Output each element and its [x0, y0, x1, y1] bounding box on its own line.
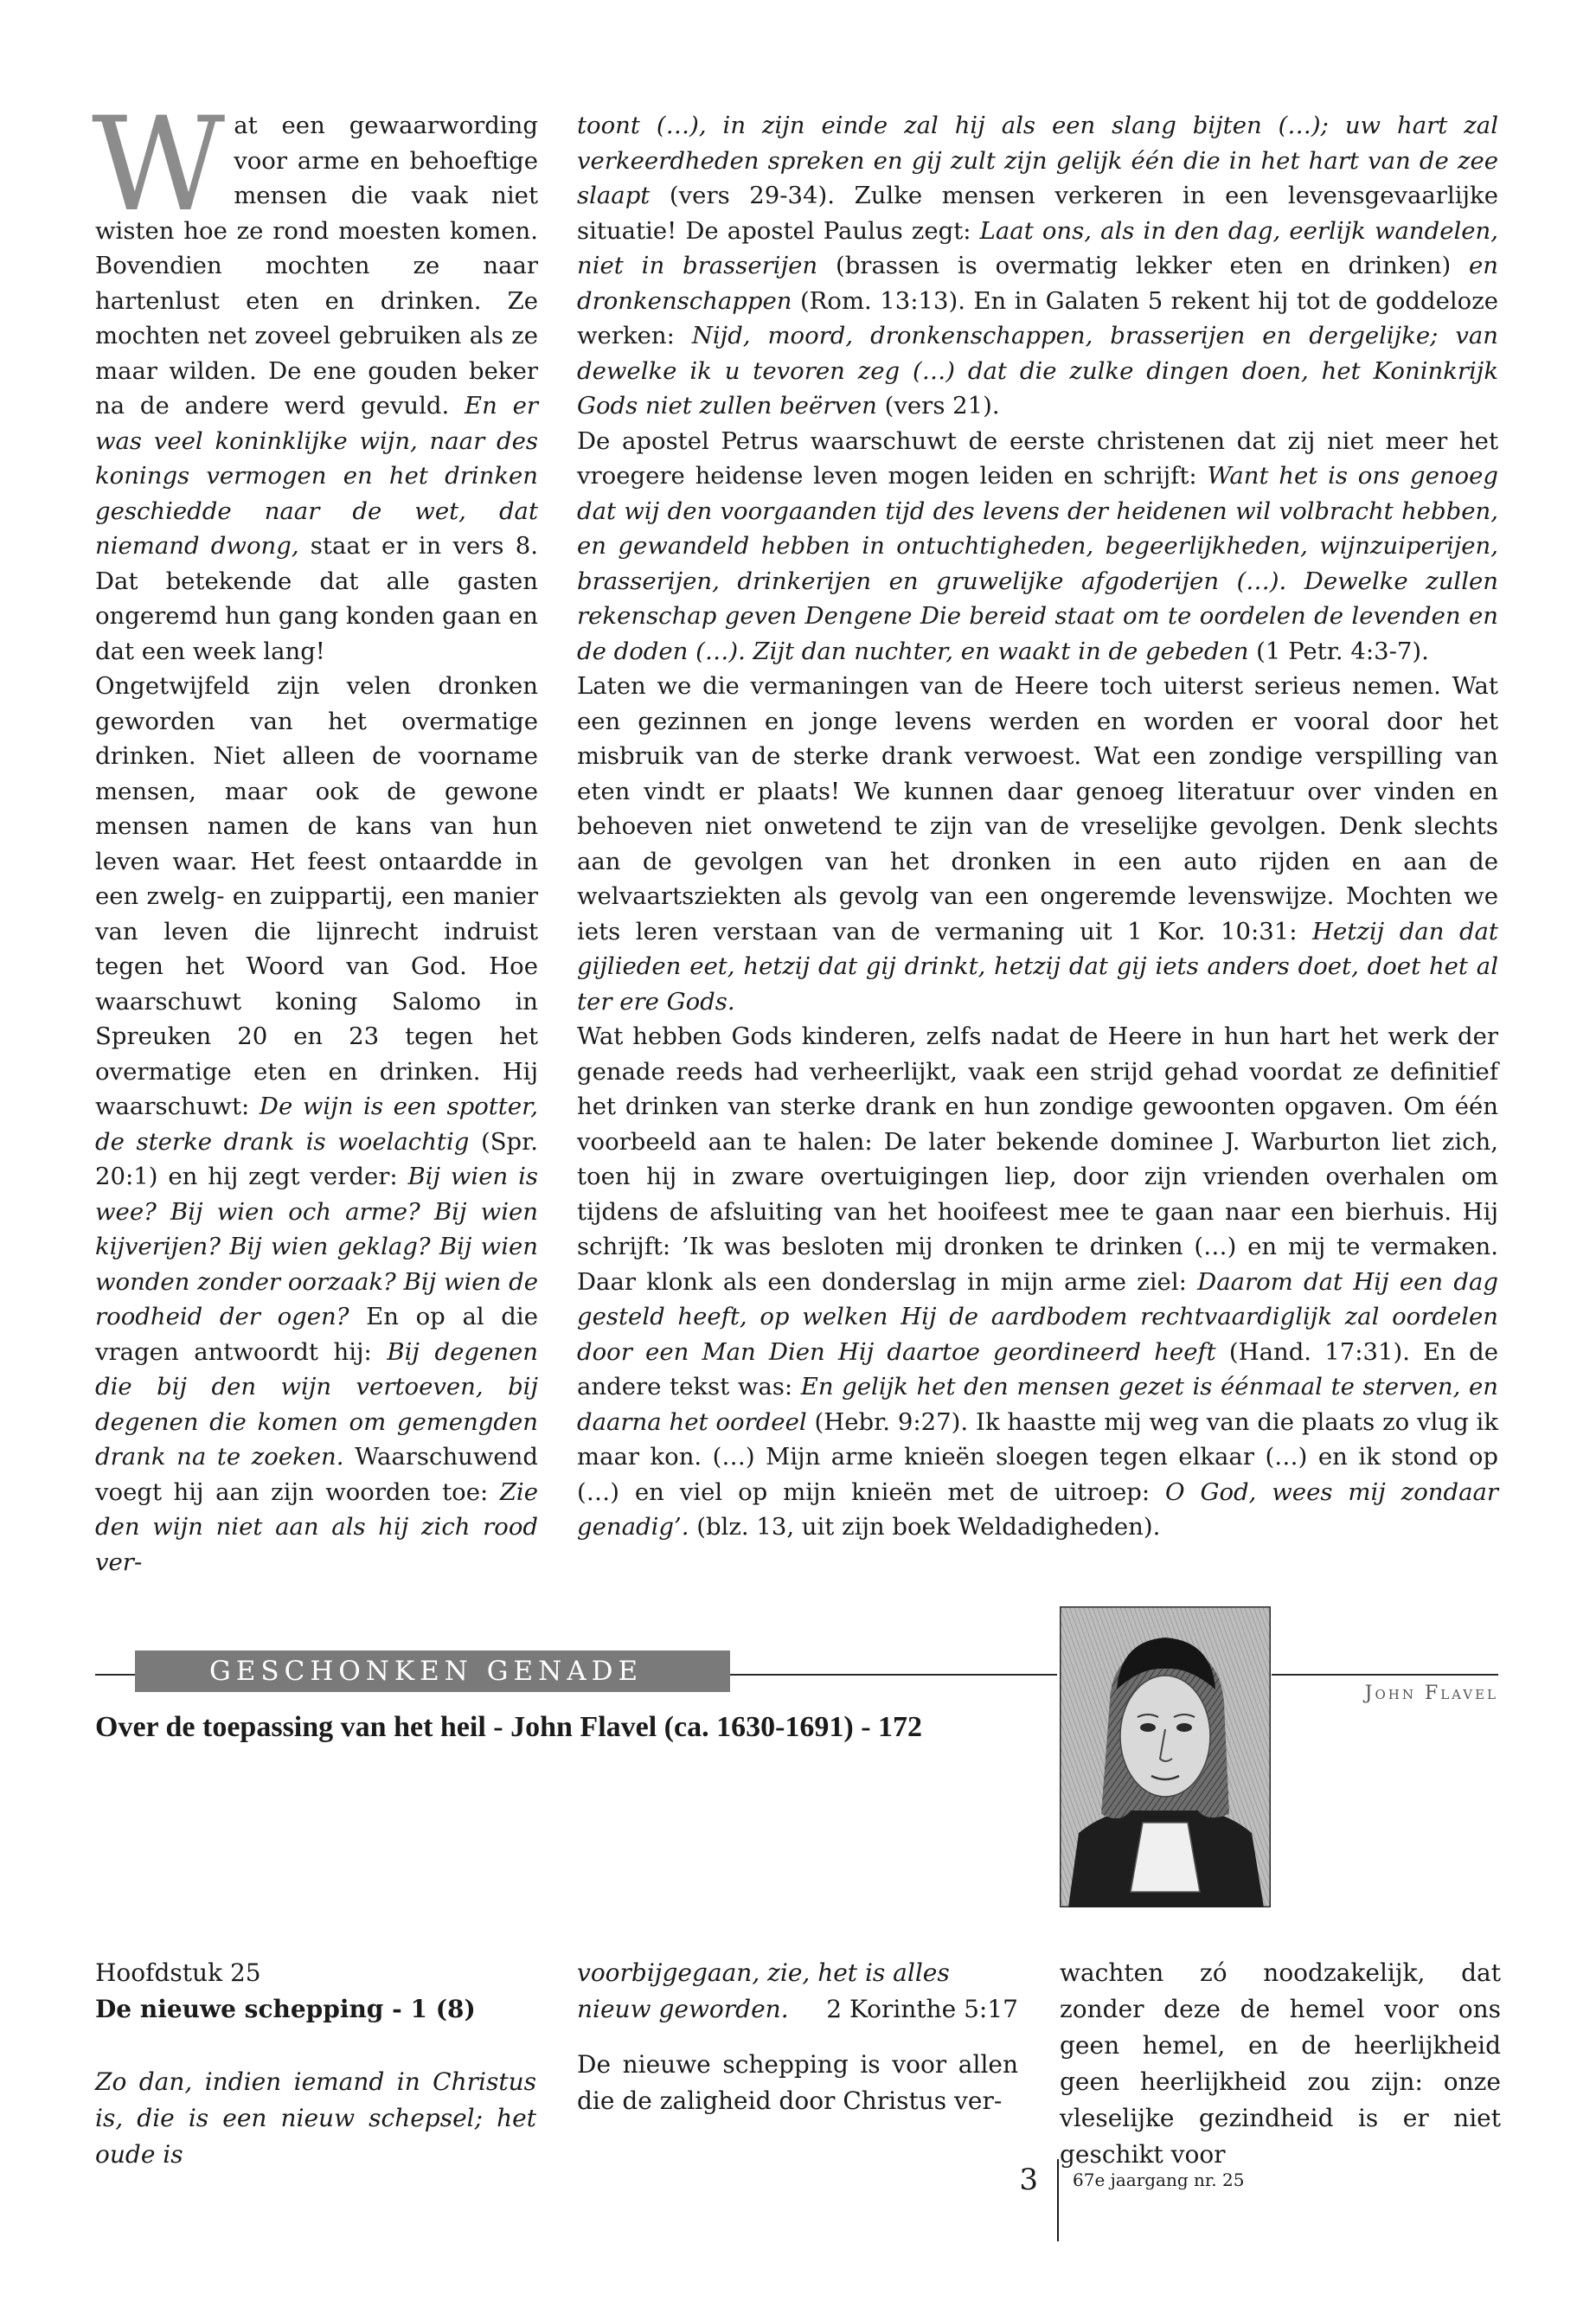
article-right-run: Nijd, moord, dronkenschappen, brasserijen en dergelijke; van dewelke ik u tevoren zeg (…) dat die zulke dingen doen, het Koninkrijk Gods niet zullen beërven: [577, 322, 1498, 420]
article-left-column: [92, 90, 539, 1580]
article-right-run: (1 Petr. 4:3-7).: [1248, 637, 1429, 665]
article-right-run: En gelijk het den mensen gezet is éénmaal te sterven, en daarna het oordeel: [577, 1373, 1498, 1436]
chapter-col2-text: De nieuwe schepping is voor allen die de zaligheid door Christus ver-: [577, 2050, 1018, 2115]
article-left-run: (Spr. 20:1) en hij zegt verder:: [95, 1127, 538, 1190]
article-right-run: (Hebr. 9:27). Ik haastte mij weg van die plaats zo vlug ik maar kon. (…) Mijn arme knieën sloegen tegen elkaar (…) en ik stond op (…) en viel op mijn knieën met de uitroep:: [577, 1407, 1499, 1506]
article-right-run: toont (…), in zijn einde zal hij als een slang bijten (…); uw hart zal verkeerdheden spreken en gij zult zijn gelijk één die in het hart van de zee slaapt: [577, 112, 1498, 209]
verse-text-part2: voorbijgegaan, zie, het is alles nieuw geworden.: [577, 1958, 950, 2023]
article-left-run: staat er in vers 8. Dat betekende dat alle gasten ongeremd hun gang konden gaan en dat een week lang!: [95, 532, 539, 665]
article-right-run: De apostel Petrus waarschuwt de eerste christenen dat zij niet meer het vroegere heidense leven mogen leiden en schrijft:: [577, 426, 1498, 490]
article-right-run: (brassen is overmatig lekker eten en drinken): [817, 252, 1470, 279]
verse-reference: 2 Korinthe 5:17: [826, 1995, 1018, 2023]
section-rule-right: [1272, 1674, 1498, 1676]
chapter-column-2: [577, 1955, 1018, 2119]
portrait-engraving: [1060, 1606, 1271, 1907]
article-right-run: (vers 29-34). Zulke mensen verkeren in een levensgevaarlijke situatie! De apostel Paulus zegt:: [577, 182, 1498, 245]
footer-divider: [1057, 2159, 1059, 2241]
chapter-column-3: [1060, 1955, 1501, 2173]
page-number: 3: [1019, 2163, 1038, 2197]
article-right-run: (Hand. 17:31). En de andere tekst was:: [577, 1337, 1498, 1400]
article-left-run: De wijn is een spotter, de sterke drank is woelachtig: [95, 1093, 538, 1156]
drop-cap: W: [92, 90, 226, 240]
chapter-column-1: [95, 1955, 536, 2173]
article-left-run: Bij degenen die bij den wijn vertoeven, bij degenen die komen om gemengden drank na te zoeken.: [95, 1337, 538, 1471]
article-right-column: [577, 108, 1498, 1545]
chapter-col3-text: wachten zó noodzakelijk, dat zonder deze de hemel voor ons geen hemel, en de heerlijkheid geen heerlijkheid zou zijn: onze vleselijke gezindheid is er niet geschikt voor: [1060, 1958, 1501, 2169]
article-right-run: Hetzij dan dat gijlieden eet, hetzij dat gij drinkt, hetzij dat gij iets anders doet, doet het al ter ere Gods.: [577, 917, 1498, 1016]
article-left-run: Waarschuwend voegt hij aan zijn woorden toe:: [95, 1443, 538, 1506]
author-tag: John Flavel: [1364, 1682, 1498, 1704]
author-portrait: [1060, 1606, 1271, 1907]
article-right-run: (blz. 13, uit zijn boek Weldadigheden).: [689, 1513, 1161, 1541]
article-title: Over de toepassing van het heil - John Flavel (ca. 1630-1691) - 172: [95, 1711, 923, 1743]
article-right-text: [577, 112, 1498, 1541]
article-left-run: En er was veel koninklijke wijn, naar des konings vermogen en het drinken geschiedde naar de wet, dat niemand dwong,: [95, 392, 538, 560]
section-banner: GESCHONKEN GENADE: [135, 1650, 730, 1692]
article-left-run: Zie den wijn niet aan als hij zich rood ver-: [95, 1477, 538, 1576]
article-right-run: Laten we die vermaningen van de Heere toch uiterst serieus nemen. Wat een gezinnen en jonge levens werden en worden er vooral door het misbruik van de sterke drank verwoest. Wat een zondige verspilling van eten vindt er plaats! We kunnen daar genoeg literatuur over vinden en behoeven niet onwetend te zijn van de vreselijke gevolgen. Denk slechts aan de gevolgen van het dronken in een auto rijden en aan de welvaartsziekten als gevolg van een ongeremde levenswijze. Mochten we iets leren verstaan van de vermaning uit 1 Kor. 10:31:: [577, 672, 1498, 945]
chapter-title: De nieuwe schepping - 1 (8): [95, 1995, 476, 2023]
article-right-run: (vers 21).: [876, 392, 1000, 420]
article-right-run: (Rom. 13:13). En in Galaten 5 rekent hij tot de goddeloze werken:: [577, 286, 1498, 349]
article-right-run: Laat ons, als in den dag, eerlijk wandelen, niet in brasserijen: [577, 216, 1498, 279]
article-right-run: en dronkenschappen: [577, 252, 1499, 315]
article-left-run: Ongetwijfeld zijn velen dronken geworden van het overmatige drinken. Niet alleen de voorname mensen, maar ook de gewone mensen namen de kans van hun leven waar. Het feest ontaardde in een zwelg- en zuippartij, een manier van leven die lijnrecht indruist tegen het Woord van God. Hoe waarschuwt koning Salomo in Spreuken 20 en 23 tegen het overmatige eten en drinken. Hij waarschuwt:: [95, 672, 538, 1120]
article-left-text: [95, 112, 538, 1576]
verse-text-part1: Zo dan, indien iemand in Christus is, die is een nieuw schepsel; het oude is: [95, 2067, 536, 2169]
article-right-run: Wat hebben Gods kinderen, zelfs nadat de Heere in hun hart het werk der genade reeds had verheerlijkt, vaak een strijd gehad voordat ze definitief het drinken van sterke drank en hun zondige gewoonten opgaven. Om één voorbeeld aan te halen: De later bekende dominee J. Warburton liet zich, toen hij in zware overtuigingen liep, door zijn vrienden overhalen om tijdens de afsluiting van het hooifeest mee te gaan naar een bierhuis. Hij schrijft: ’Ik was besloten mij dronken te drinken (…) en mij te vermaken. Daar klonk als een donderslag in mijn arme ziel:: [577, 1022, 1498, 1296]
article-right-run: Want het is ons genoeg dat wij den voorgaanden tijd des levens der heidenen wil volbracht hebben, en gewandeld hebben in ontuchtigheden, begeerlijkheden, wijnzuiperijen, brasserijen, drinkerijen en gruwelijke afgoderijen (…). Dewelke zullen rekenschap geven Dengene Die bereid staat om te oordelen de levenden en de doden (…). Zijt dan nuchter, en waakt in de gebeden: [577, 462, 1498, 665]
article-right-run: O God, wees mij zondaar genadig’.: [577, 1477, 1499, 1541]
issue-info: 67e jaargang nr. 25: [1073, 2170, 1245, 2190]
chapter-number: Hoofdstuk 25: [95, 1958, 261, 1987]
article-left-run: En op al die vragen antwoordt hij:: [95, 1303, 538, 1366]
article-left-run: at een gewaarwording voor arme en behoeftige mensen die vaak niet wisten hoe ze rond moesten komen. Bovendien mochten ze naar hartenlust eten en drinken. Ze mochten net zoveel gebruiken als ze maar wilden. De ene gouden beker na de andere werd gevuld.: [95, 112, 538, 420]
article-right-run: Daarom dat Hij een dag gesteld heeft, op welken Hij de aardbodem rechtvaardiglijk zal oordelen door een Man Dien Hij daartoe geordineerd heeft: [577, 1267, 1498, 1366]
article-left-run: Bij wien is wee? Bij wien och arme? Bij wien kijverijen? Bij wien geklag? Bij wien wonden zonder oorzaak? Bij wien de roodheid der ogen?: [95, 1163, 538, 1330]
